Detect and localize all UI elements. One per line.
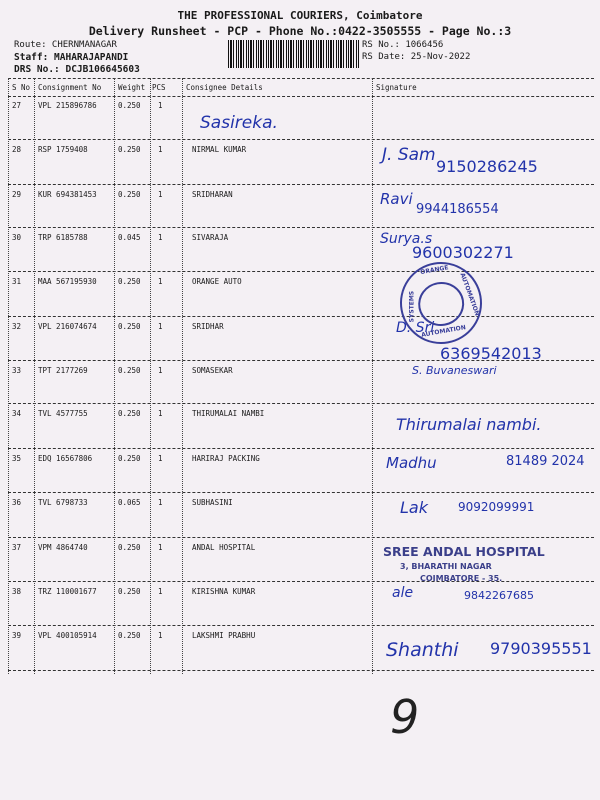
column-divider <box>34 78 35 674</box>
row-weight: 0.250 <box>118 409 141 418</box>
row-weight: 0.250 <box>118 587 141 596</box>
row-sno: 32 <box>12 322 22 331</box>
row-divider <box>8 670 594 671</box>
row-consignment-no: VPM 4864740 <box>38 543 88 552</box>
row-weight: 0.250 <box>118 101 141 110</box>
col-header-pcs: PCS <box>152 83 166 92</box>
row-phone-handwritten: 9842267685 <box>464 589 534 602</box>
row-consignee: SUBHASINI <box>192 498 233 507</box>
row-consignment-no: TRP 6185788 <box>38 233 88 242</box>
header-divider <box>8 96 594 97</box>
row-weight: 0.045 <box>118 233 141 242</box>
row-consignee: HARIRAJ PACKING <box>192 454 260 463</box>
hospital-stamp-city: COIMBATORE - 35. <box>420 574 503 583</box>
row-signature: Surya.s <box>380 231 433 247</box>
row-sno: 33 <box>12 366 22 375</box>
column-divider <box>8 78 9 674</box>
col-header-sno: S No <box>12 83 31 92</box>
row-pcs: 1 <box>158 409 163 418</box>
row-sno: 39 <box>12 631 22 640</box>
handwritten-page-mark: 9 <box>390 690 420 744</box>
stamp-text-right: AUTOMATION <box>458 272 481 317</box>
row-sno: 36 <box>12 498 22 507</box>
row-consignment-no: KUR 694381453 <box>38 190 97 199</box>
row-consignee: SRIDHARAN <box>192 190 233 199</box>
row-consignment-no: VPL 400105914 <box>38 631 97 640</box>
row-signature: D. Sri <box>396 320 435 336</box>
row-pcs: 1 <box>158 543 163 552</box>
row-consignee: SIVARAJA <box>192 233 229 242</box>
row-weight: 0.250 <box>118 543 141 552</box>
rs-number: RS No.: 1066456 <box>362 40 444 50</box>
row-consignment-no: RSP 1759408 <box>38 145 88 154</box>
row-consignee: NIRMAL KUMAR <box>192 145 247 154</box>
row-consignment-no: MAA 567195930 <box>38 277 97 286</box>
row-divider <box>8 492 594 493</box>
row-consignment-no: TPT 2177269 <box>38 366 88 375</box>
row-pcs: 1 <box>158 233 163 242</box>
column-divider <box>182 78 183 674</box>
row-consignee: THIRUMALAI NAMBI <box>192 409 265 418</box>
row-sno: 35 <box>12 454 22 463</box>
row-weight: 0.250 <box>118 631 141 640</box>
stamp-text-bottom: AUTOMATION <box>420 324 467 339</box>
stamp-text-top: ORANGE <box>419 264 450 277</box>
document-title: THE PROFESSIONAL COURIERS, Coimbatore <box>177 9 423 22</box>
column-divider <box>150 78 151 674</box>
row-signature: Shanthi <box>386 639 459 661</box>
table-top-border <box>8 78 594 79</box>
row-weight: 0.250 <box>118 190 141 199</box>
route-label: Route: CHERNMANAGAR <box>14 40 117 50</box>
row-pcs: 1 <box>158 190 163 199</box>
row-sno: 27 <box>12 101 22 110</box>
row-pcs: 1 <box>158 454 163 463</box>
row-signature: ale <box>392 585 414 601</box>
hospital-stamp-name: SREE ANDAL HOSPITAL <box>383 544 545 559</box>
row-phone-handwritten: 81489 2024 <box>506 454 585 469</box>
row-consignee: ORANGE AUTO <box>192 277 242 286</box>
row-pcs: 1 <box>158 101 163 110</box>
row-signature: Sasireka. <box>200 113 278 133</box>
row-phone-handwritten: 9150286245 <box>436 157 538 176</box>
row-weight: 0.250 <box>118 145 141 154</box>
row-pcs: 1 <box>158 498 163 507</box>
row-sno: 29 <box>12 190 22 199</box>
row-sno: 30 <box>12 233 22 242</box>
row-weight: 0.250 <box>118 454 141 463</box>
row-divider <box>8 227 594 228</box>
row-sno: 34 <box>12 409 22 418</box>
row-divider <box>8 184 594 185</box>
row-divider <box>8 625 594 626</box>
stamp-inner-ring <box>415 278 468 329</box>
row-signature: J. Sam <box>382 145 436 165</box>
row-consignee: SOMASEKAR <box>192 366 233 375</box>
row-consignee: KIRISHNA KUMAR <box>192 587 256 596</box>
row-phone-handwritten: 9944186554 <box>416 202 499 217</box>
row-consignee: SRIDHAR <box>192 322 224 331</box>
row-phone-handwritten: 9092099991 <box>458 500 535 514</box>
row-divider <box>8 537 594 538</box>
row-signature: Madhu <box>386 454 437 472</box>
row-consignee: ANDAL HOSPITAL <box>192 543 256 552</box>
column-divider <box>114 78 115 674</box>
row-consignment-no: TRZ 110001677 <box>38 587 97 596</box>
row-sno: 31 <box>12 277 22 286</box>
row-divider <box>8 139 594 140</box>
row-phone-handwritten: 9790395551 <box>490 639 592 658</box>
row-phone-handwritten: 9600302271 <box>412 243 514 262</box>
stamp-text-left: SYSTEMS <box>408 290 416 323</box>
row-sno: 38 <box>12 587 22 596</box>
row-weight: 0.250 <box>118 277 141 286</box>
staff-label: Staff: MAHARAJAPANDI <box>14 52 129 63</box>
row-consignee: LAKSHMI PRABHU <box>192 631 256 640</box>
hospital-stamp-address: 3, BHARATHI NAGAR <box>400 562 492 571</box>
row-phone-handwritten: 6369542013 <box>440 344 542 363</box>
row-signature: S. Buvaneswari <box>412 364 497 377</box>
row-weight: 0.250 <box>118 366 141 375</box>
row-pcs: 1 <box>158 145 163 154</box>
col-header-signature: Signature <box>376 83 417 92</box>
row-signature: Ravi <box>380 190 413 208</box>
row-pcs: 1 <box>158 631 163 640</box>
col-header-consignment: Consignment No <box>38 83 102 92</box>
row-signature: Thirumalai nambi. <box>396 415 542 434</box>
row-consignment-no: EDQ 16567806 <box>38 454 93 463</box>
drs-label: DRS No.: DCJB106645603 <box>14 64 140 75</box>
col-header-weight: Weight <box>118 83 146 92</box>
column-divider <box>372 78 373 674</box>
row-sno: 37 <box>12 543 22 552</box>
row-weight: 0.250 <box>118 322 141 331</box>
row-consignment-no: TVL 6798733 <box>38 498 88 507</box>
row-divider <box>8 448 594 449</box>
row-consignment-no: TVL 4577755 <box>38 409 88 418</box>
barcode <box>228 40 360 68</box>
row-weight: 0.065 <box>118 498 141 507</box>
rs-date: RS Date: 25-Nov-2022 <box>362 52 471 62</box>
row-sno: 28 <box>12 145 22 154</box>
row-consignment-no: VPL 216074674 <box>38 322 97 331</box>
col-header-consignee: Consignee Details <box>186 83 263 92</box>
row-pcs: 1 <box>158 366 163 375</box>
row-consignment-no: VPL 215896786 <box>38 101 97 110</box>
row-divider <box>8 316 594 317</box>
row-pcs: 1 <box>158 587 163 596</box>
row-signature: Lak <box>400 498 428 517</box>
document-subtitle: Delivery Runsheet - PCP - Phone No.:0422-3505555 - Page No.:3 <box>88 24 512 38</box>
row-pcs: 1 <box>158 322 163 331</box>
row-divider <box>8 403 594 404</box>
row-pcs: 1 <box>158 277 163 286</box>
orange-automation-stamp <box>394 256 489 351</box>
row-divider <box>8 581 594 582</box>
row-divider <box>8 271 594 272</box>
